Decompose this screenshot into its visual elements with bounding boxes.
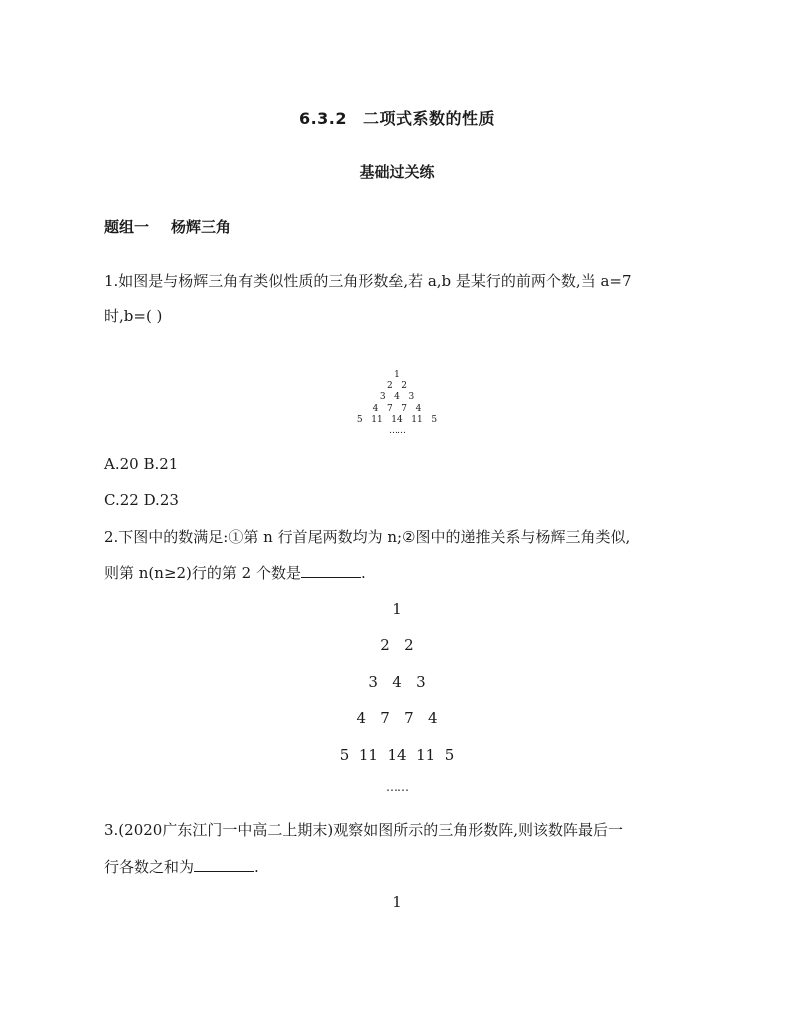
- section-title-text: 二项式系数的性质: [363, 109, 496, 128]
- q2-stem-text: 则第 n(n≥2)行的第 2 个数是: [104, 564, 301, 582]
- q3-answer-blank[interactable]: [194, 857, 254, 872]
- q2-stem-end: .: [361, 564, 366, 582]
- q2-stem-line1: 2.下图中的数满足:①第 n 行首尾两数均为 n;②图中的递推关系与杨辉三角类似,: [104, 528, 631, 546]
- q1-number-triangle-figure: [337, 370, 457, 437]
- q3-triangle-row: 1: [392, 893, 402, 911]
- q1-figure-row: ……: [389, 426, 405, 437]
- q1-figure-row: 4 7 7 4: [372, 403, 422, 414]
- q1-figure-row: 5 11 14 11 5: [356, 414, 438, 425]
- section-number: 6.3.2: [298, 109, 348, 128]
- q2-triangle-row: 1: [392, 600, 402, 618]
- q1-options-ab: A.20 B.21: [104, 455, 179, 473]
- q2-triangle-ellipsis: ……: [386, 780, 408, 794]
- q1-options-cd: C.22 D.23: [104, 491, 179, 509]
- q1-figure-row: 3 4 3: [379, 392, 415, 403]
- q2-triangle-row: 3 4 3: [368, 673, 426, 691]
- q3-stem-line1: 3.(2020广东江门一中高二上期末)观察如图所示的三角形数阵,则该数阵最后一: [104, 821, 623, 839]
- q2-answer-blank[interactable]: [301, 563, 361, 578]
- q3-stem-text: 行各数之和为: [104, 858, 195, 876]
- q2-triangle-row: 4 7 7 4: [356, 709, 438, 727]
- group-title: 杨辉三角: [171, 218, 232, 236]
- q1-figure-row: 2 2: [386, 381, 408, 392]
- question-group-heading: [104, 216, 231, 237]
- q3-stem-end: .: [254, 858, 259, 876]
- section-title: [0, 106, 794, 129]
- q2-triangle-row: 2 2: [380, 636, 414, 654]
- q2-stem-line2: [104, 563, 366, 583]
- q1-stem-line1: 1.如图是与杨辉三角有类似性质的三角形数垒,若 a,b 是某行的前两个数,当 a=7: [104, 272, 632, 290]
- q1-stem-line2: 时,b=( ): [104, 307, 163, 325]
- q1-figure-row: 1: [394, 370, 400, 380]
- group-number: 题组一: [104, 218, 150, 236]
- section-subtitle: 基础过关练: [359, 163, 435, 181]
- q2-triangle-row: 5 11 14 11 5: [339, 746, 455, 764]
- q3-stem-line2: [104, 857, 259, 877]
